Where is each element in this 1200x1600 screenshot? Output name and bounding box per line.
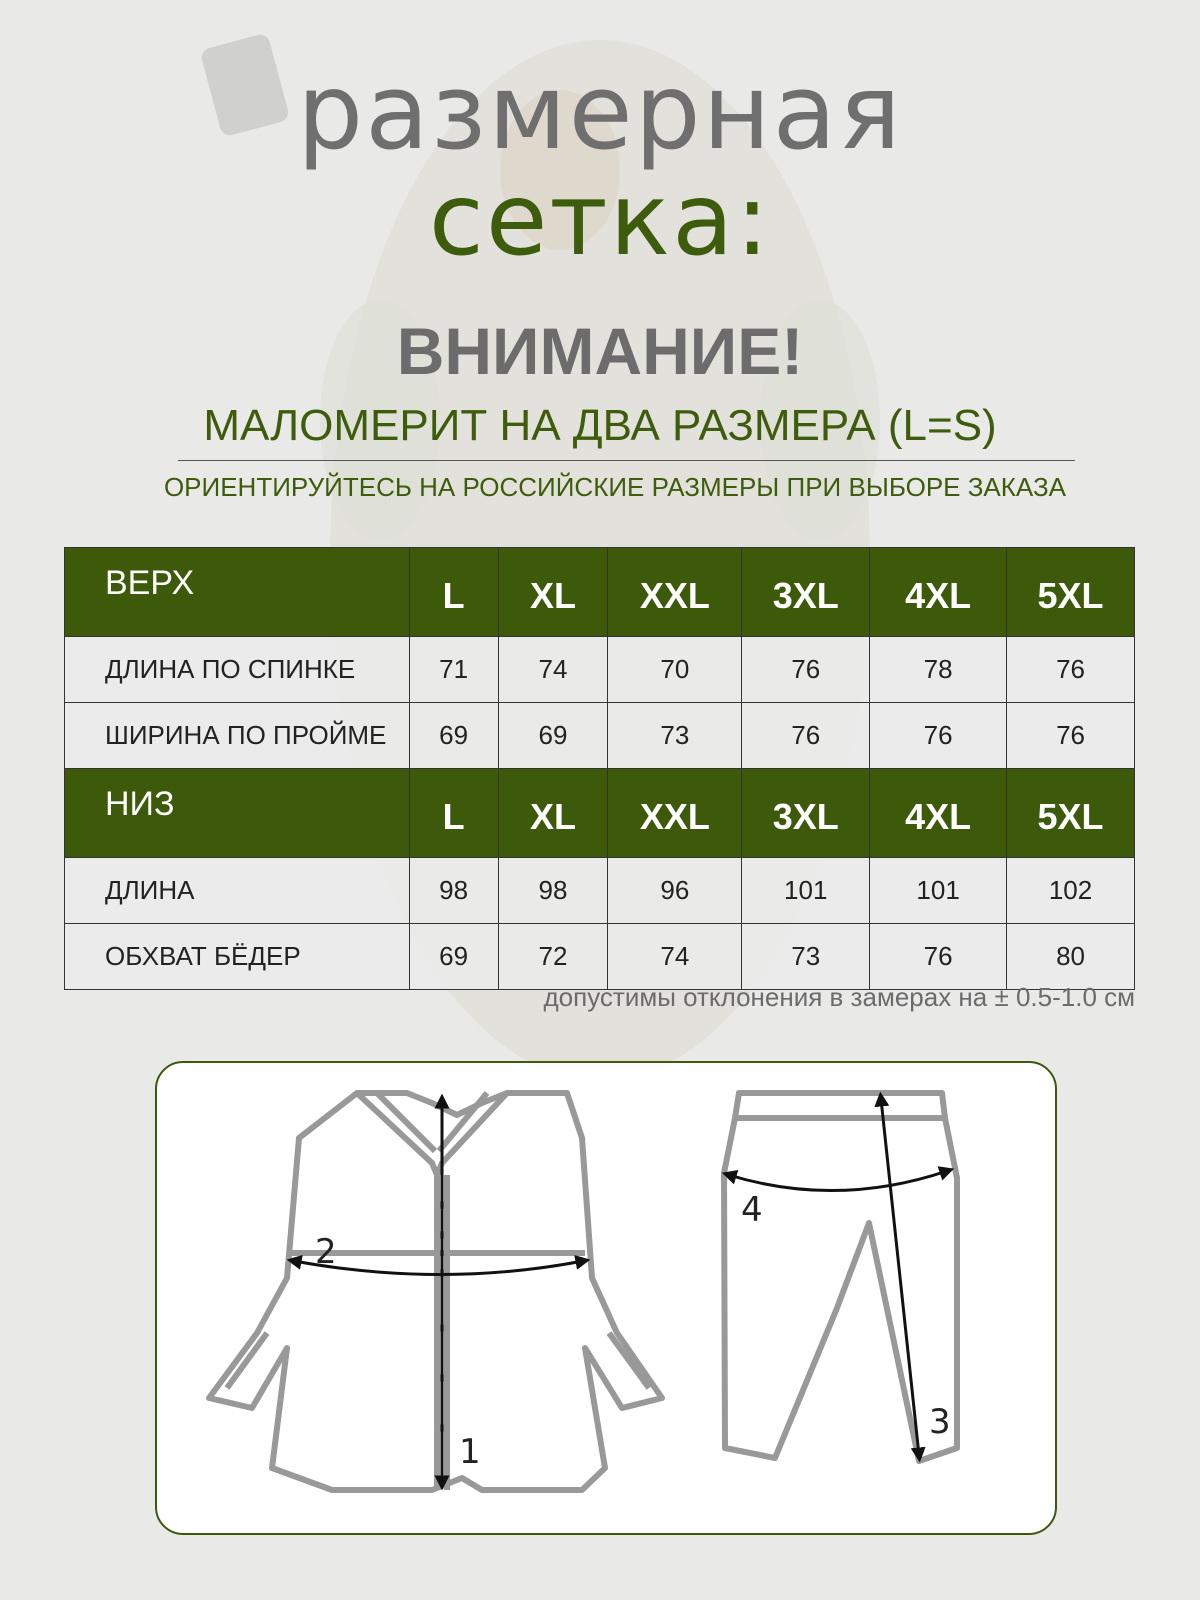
cell-value: 71 [409,637,498,703]
table-row [65,637,1135,703]
garment-diagram [157,1063,1059,1537]
bottom-caption: НИЗ [65,769,410,858]
sizing-warning: МАЛОМЕРИТ НА ДВА РАЗМЕРА (L=S) [203,401,997,450]
row-label: ШИРИНА ПО ПРОЙМЕ [65,703,410,769]
pants-outline [724,1093,957,1461]
size-header: XL [498,548,608,637]
measurement-diagram [155,1061,1057,1535]
cell-value: 76 [870,703,1007,769]
size-header: 3XL [742,769,870,858]
cell-value: 69 [409,924,498,990]
row-label: ДЛИНА [65,858,410,924]
top-header-row [65,548,1135,637]
cell-value: 101 [870,858,1007,924]
table-row [65,924,1135,990]
cell-value: 73 [608,703,742,769]
cell-value: 102 [1007,858,1135,924]
cell-value: 76 [1007,637,1135,703]
bottom-header-row [65,769,1135,858]
cell-value: 73 [742,924,870,990]
cell-value: 78 [870,637,1007,703]
divider [178,460,1075,461]
cell-value: 76 [870,924,1007,990]
cell-value: 69 [409,703,498,769]
table-row [65,858,1135,924]
shirt-outline [209,1093,662,1490]
cell-value: 76 [742,637,870,703]
pants-length-arrow [881,1099,919,1455]
attention-heading: ВНИМАНИЕ! [396,314,804,388]
cell-value: 72 [498,924,608,990]
cell-value: 70 [608,637,742,703]
cell-value: 76 [1007,703,1135,769]
cell-value: 98 [498,858,608,924]
cell-value: 101 [742,858,870,924]
size-header: 4XL [870,769,1007,858]
size-header: 4XL [870,548,1007,637]
cell-value: 74 [608,924,742,990]
label-4: 4 [741,1190,763,1230]
cell-value: 76 [742,703,870,769]
top-caption: ВЕРХ [65,548,410,637]
label-3: 3 [929,1402,951,1442]
size-header: L [409,769,498,858]
table-row [65,703,1135,769]
size-header: 5XL [1007,769,1135,858]
title-line-1: размерная [297,51,903,173]
label-1: 1 [459,1432,481,1472]
row-label: ДЛИНА ПО СПИНКЕ [65,637,410,703]
size-header: XXL [608,548,742,637]
cell-value: 98 [409,858,498,924]
title-line-2: сетка: [428,161,772,278]
cell-value: 74 [498,637,608,703]
size-header: XL [498,769,608,858]
size-header: L [409,548,498,637]
size-header: 5XL [1007,548,1135,637]
size-header: XXL [608,769,742,858]
size-header: 3XL [742,548,870,637]
measurement-note: допустимы отклонения в замерах на ± 0.5-1.0 см [543,982,1135,1012]
cell-value: 96 [608,858,742,924]
hip-arrow [729,1171,947,1191]
sizing-hint: ОРИЕНТИРУЙТЕСЬ НА РОССИЙСКИЕ РАЗМЕРЫ ПРИ ВЫБОРЕ ЗАКАЗА [163,472,1067,502]
cell-value: 80 [1007,924,1135,990]
cell-value: 69 [498,703,608,769]
label-2: 2 [315,1232,337,1272]
row-label: ОБХВАТ БЁДЕР [65,924,410,990]
size-table [64,547,1135,990]
